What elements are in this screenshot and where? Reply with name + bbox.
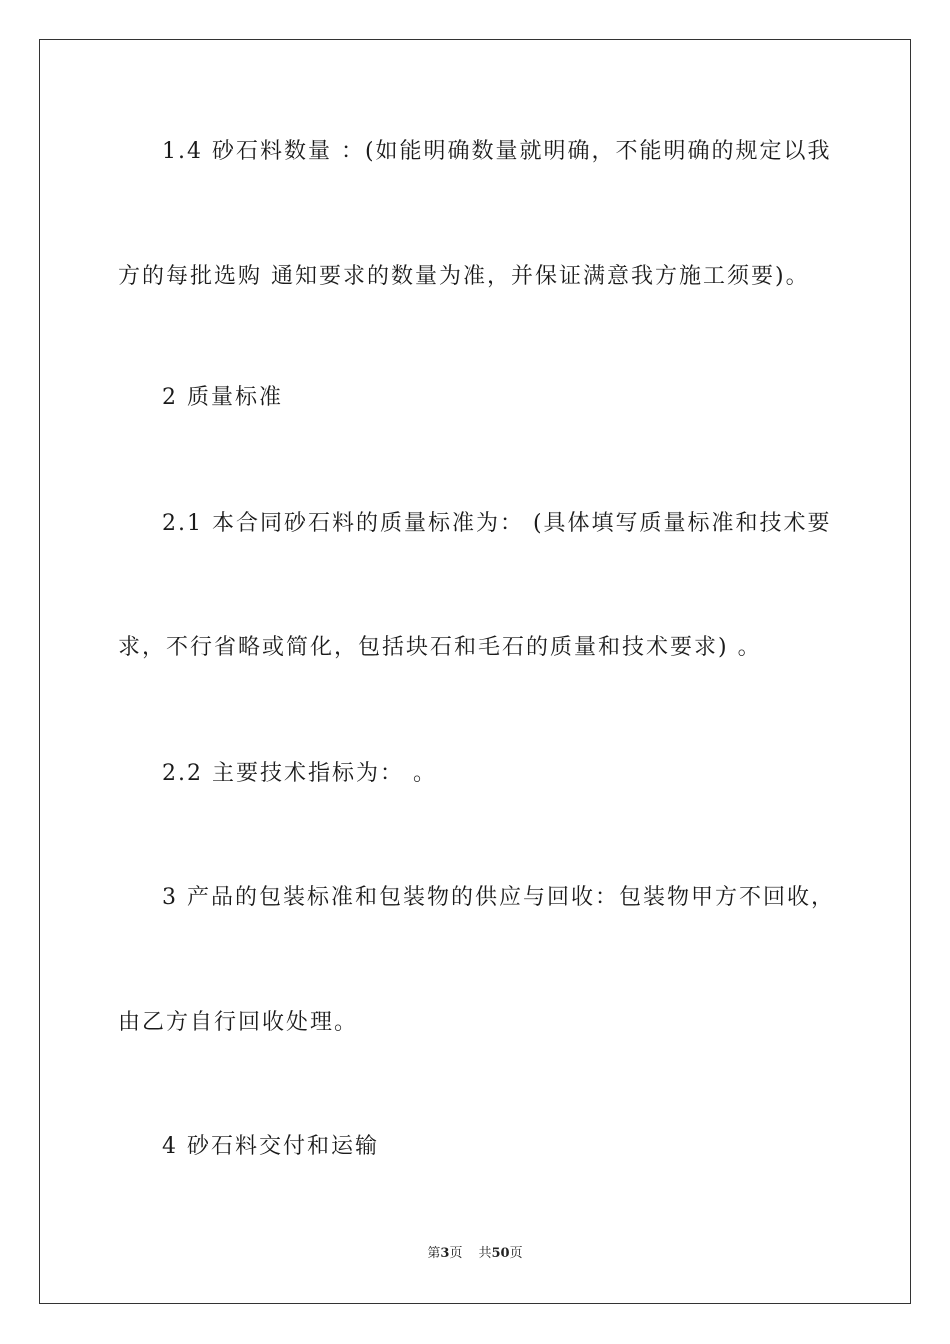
paragraph-line: 1.4 砂石料数量 ：(如能明确数量就明确，不能明确的规定以我	[162, 139, 832, 164]
section-heading: 4 砂石料交付和运输	[162, 1134, 379, 1159]
page-footer	[0, 1245, 950, 1263]
page-prefix: 第	[427, 1246, 441, 1261]
paragraph-line: 由乙方自行回收处理。	[118, 1010, 359, 1035]
page-number: 3	[440, 1246, 450, 1261]
paragraph-line: 2.2 主要技术指标为： 。	[162, 761, 437, 786]
paragraph-line: 3 产品的包装标准和包装物的供应与回收：包装物甲方不回收，	[162, 885, 835, 910]
section-heading: 2 质量标准	[162, 385, 283, 410]
paragraph-line: 2.1 本合同砂石料的质量标准为： (具体填写质量标准和技术要	[162, 511, 832, 536]
total-pages: 50	[491, 1246, 510, 1261]
total-suffix: 页	[509, 1246, 523, 1261]
paragraph-line: 求，不行省略或简化，包括块石和毛石的质量和技术要求) 。	[118, 635, 762, 660]
page-suffix: 页	[449, 1246, 463, 1261]
paragraph-line: 方的每批选购 通知要求的数量为准，并保证满意我方施工须要)。	[118, 264, 810, 289]
page-border	[39, 39, 911, 1304]
total-prefix: 共	[478, 1246, 492, 1261]
